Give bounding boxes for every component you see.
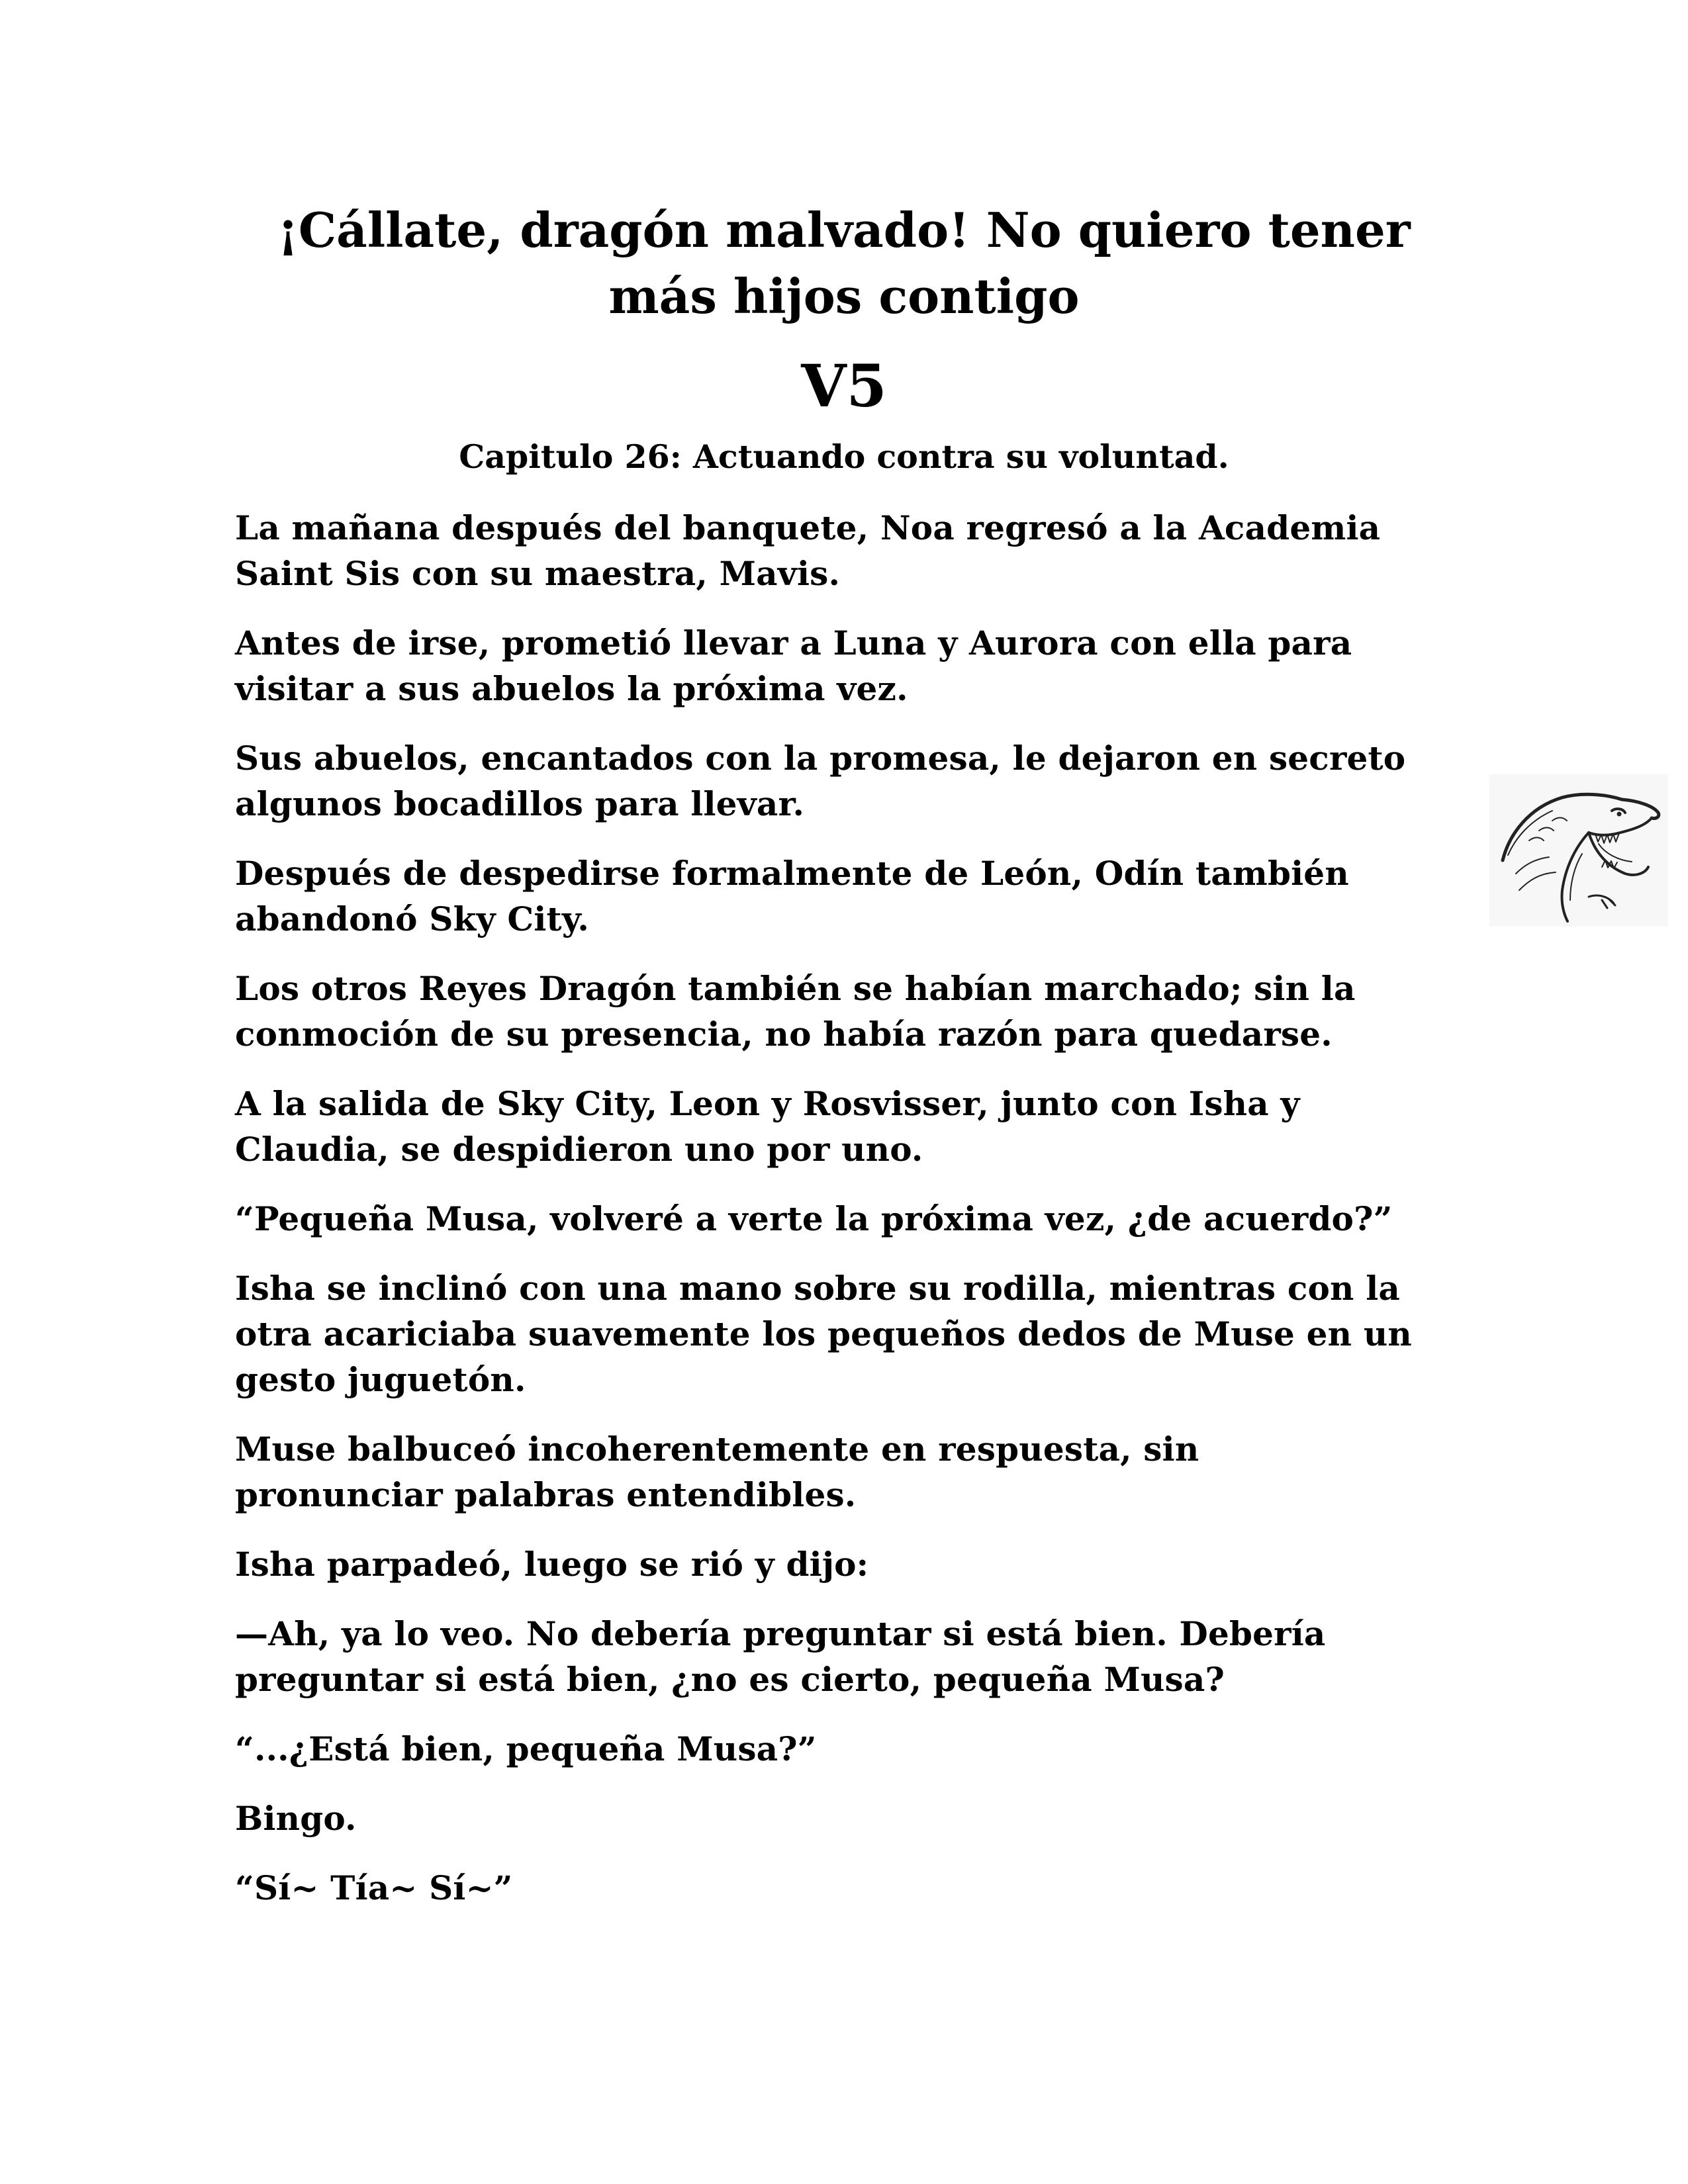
paragraph: [235, 1865, 1446, 1911]
paragraph: [235, 1726, 1446, 1772]
paragraph: [235, 620, 1446, 711]
document-title: [0, 197, 1688, 330]
paragraph-line: abandonó Sky City.: [235, 899, 589, 938]
paragraph: [235, 1081, 1446, 1172]
paragraph-line: gesto juguetón.: [235, 1360, 526, 1399]
paragraph: [235, 1426, 1446, 1518]
paragraph-line: A la salida de Sky City, Leon y Rosvisser, junto con Isha y: [235, 1084, 1300, 1123]
paragraph: [235, 1796, 1446, 1841]
paragraph-line: Después de despedirse formalmente de León, Odín también: [235, 854, 1349, 893]
paragraph: [235, 966, 1446, 1057]
paragraph: [235, 1265, 1446, 1402]
paragraph-line: Los otros Reyes Dragón también se habían marchado; sin la: [235, 969, 1356, 1008]
paragraph-line: Isha parpadeó, luego se rió y dijo:: [235, 1545, 869, 1584]
paragraph-line: otra acariciaba suavemente los pequeños dedos de Muse en un: [235, 1314, 1412, 1353]
body-text: [235, 505, 1446, 1934]
title-line-2: más hijos contigo: [608, 268, 1080, 324]
paragraph-line: visitar a sus abuelos la próxima vez.: [235, 669, 908, 708]
paragraph-line: “Sí~ Tía~ Sí~”: [235, 1868, 513, 1907]
paragraph-line: conmoción de su presencia, no había razón para quedarse.: [235, 1015, 1333, 1054]
paragraph-line: Claudia, se despidieron uno por uno.: [235, 1130, 923, 1169]
paragraph: [235, 1611, 1446, 1702]
chapter-heading: Capitulo 26: Actuando contra su voluntad.: [459, 437, 1229, 476]
paragraph-line: algunos bocadillos para llevar.: [235, 784, 805, 823]
paragraph-line: Isha se inclinó con una mano sobre su rodilla, mientras con la: [235, 1269, 1401, 1308]
paragraph: [235, 1196, 1446, 1242]
paragraph-line: “...¿Está bien, pequeña Musa?”: [235, 1729, 817, 1768]
paragraph-line: preguntar si está bien, ¿no es cierto, pequeña Musa?: [235, 1660, 1225, 1699]
paragraph: [235, 735, 1446, 827]
paragraph-line: Muse balbuceó incoherentemente en respuesta, sin: [235, 1430, 1199, 1469]
paragraph-line: La mañana después del banquete, Noa regresó a la Academia: [235, 508, 1381, 547]
volume-label: V5: [801, 351, 887, 420]
paragraph-line: Bingo.: [235, 1799, 357, 1838]
paragraph: [235, 850, 1446, 942]
paragraph-line: “Pequeña Musa, volveré a verte la próxima vez, ¿de acuerdo?”: [235, 1199, 1393, 1238]
dinosaur-head-icon: [1489, 774, 1668, 927]
paragraph-line: pronunciar palabras entendibles.: [235, 1475, 857, 1514]
title-line-1: ¡Cállate, dragón malvado! No quiero tener: [277, 202, 1411, 258]
paragraph-line: Antes de irse, prometió llevar a Luna y Aurora con ella para: [235, 623, 1352, 662]
paragraph: [235, 1541, 1446, 1587]
paragraph-line: Saint Sis con su maestra, Mavis.: [235, 554, 841, 593]
paragraph: [235, 505, 1446, 596]
paragraph-line: Sus abuelos, encantados con la promesa, le dejaron en secreto: [235, 739, 1406, 778]
paragraph-line: —Ah, ya lo veo. No debería preguntar si está bien. Debería: [235, 1614, 1326, 1653]
